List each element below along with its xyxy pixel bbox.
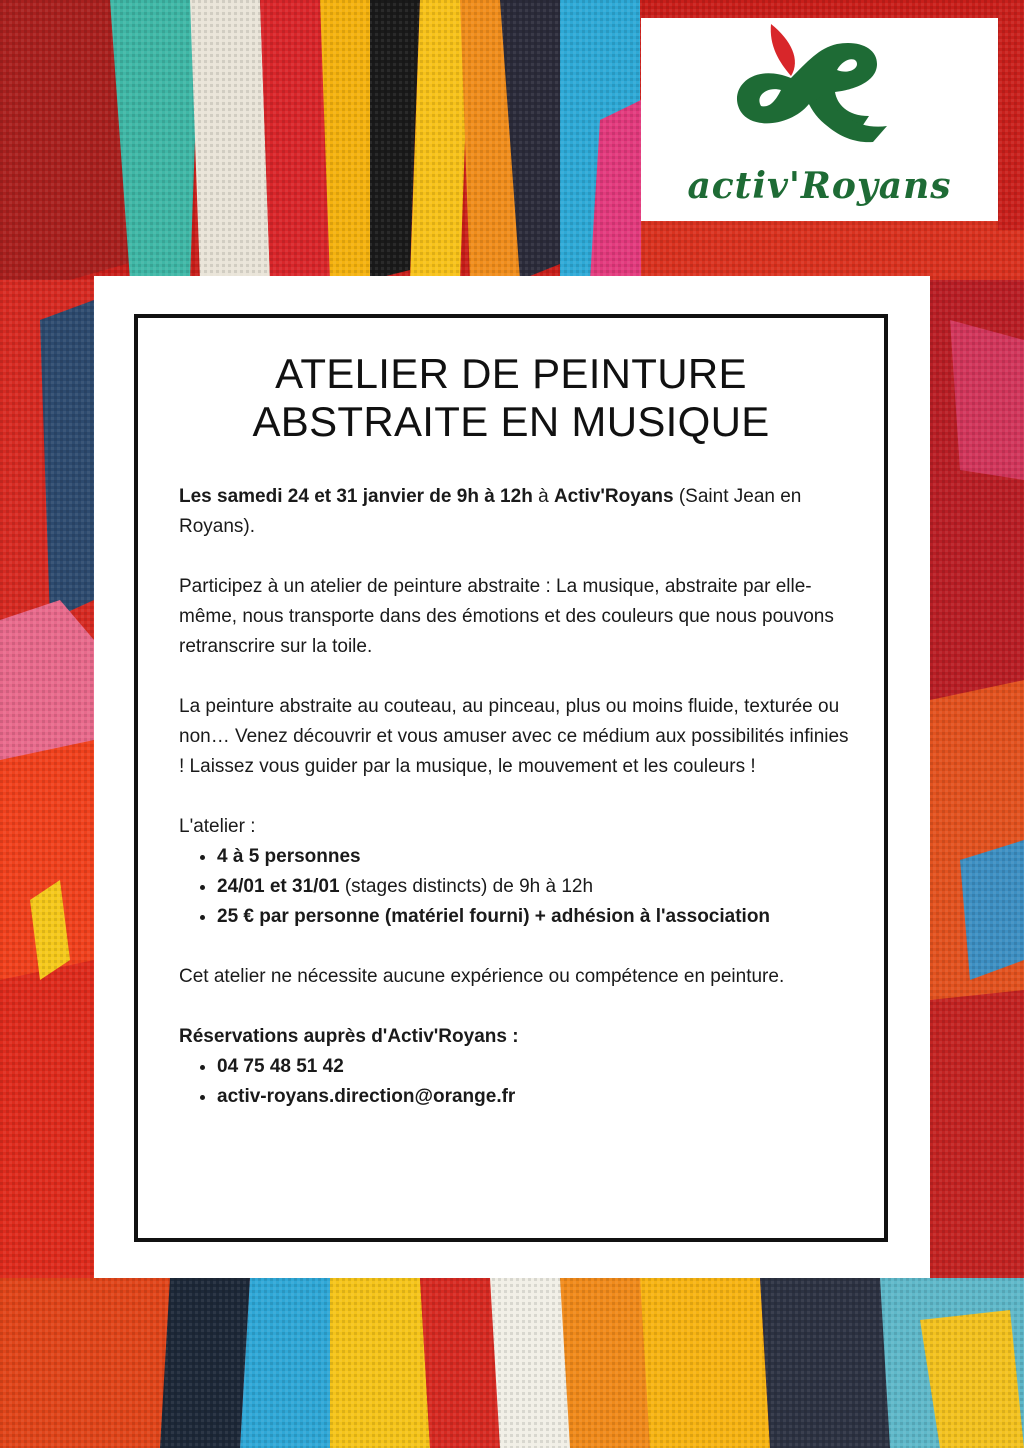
list-item (217, 1082, 849, 1112)
intro-location: (Saint Jean en Royans). (179, 486, 802, 537)
logo (641, 18, 998, 221)
list-item (217, 1052, 849, 1082)
reservation-heading (179, 1022, 849, 1052)
description-paragraph-3: Cet atelier ne nécessite aucune expérience ou compétence en peinture. (179, 966, 785, 987)
description-paragraph-2: La peinture abstraite au couteau, au pinceau, plus ou moins fluide, texturée ou non… Venez découvrir et vous amuser avec ce médium aux possibilités infinies ! Laissez vous guider par la musique, le mouvement et les couleurs ! (179, 696, 849, 777)
atelier-participants: 4 à 5 personnes (217, 846, 361, 867)
list-item (217, 872, 849, 902)
intro-at: à (532, 486, 554, 507)
atelier-heading: L'atelier : (179, 816, 256, 837)
page-title (138, 350, 884, 446)
list-item (217, 842, 849, 872)
reservation-heading-text: Réservations auprès d'Activ'Royans : (179, 1026, 519, 1047)
flyer-content (179, 482, 849, 1142)
list-item (217, 902, 849, 932)
reservation-email[interactable]: activ-royans.direction@orange.fr (217, 1086, 516, 1107)
title-line-1: ATELIER DE PEINTURE (275, 350, 747, 397)
atelier-price: 25 € par personne (matériel fourni) + adhésion à l'association (217, 906, 771, 927)
atelier-dates-detail: (stages distincts) de 9h à 12h (339, 876, 594, 897)
flyer-panel (94, 276, 930, 1278)
atelier-dates: 24/01 et 31/01 (217, 876, 340, 897)
intro-dates: Les samedi 24 et 31 janvier de 9h à 12h (179, 486, 533, 507)
logo-wordmark: activ'Royans (687, 165, 952, 207)
intro-venue: Activ'Royans (553, 486, 674, 507)
description-paragraph-1: Participez à un atelier de peinture abstraite : La musique, abstraite par elle-même, nous transporte dans des émotions et des couleurs que nous pouvons retranscrire sur la toile. (179, 576, 834, 657)
reservation-phone[interactable]: 04 75 48 51 42 (217, 1056, 344, 1077)
title-line-2: ABSTRAITE EN MUSIQUE (252, 398, 770, 445)
reservation-list (179, 1052, 849, 1112)
flyer-frame (134, 314, 888, 1242)
intro-paragraph (179, 482, 849, 542)
atelier-list (179, 842, 849, 932)
